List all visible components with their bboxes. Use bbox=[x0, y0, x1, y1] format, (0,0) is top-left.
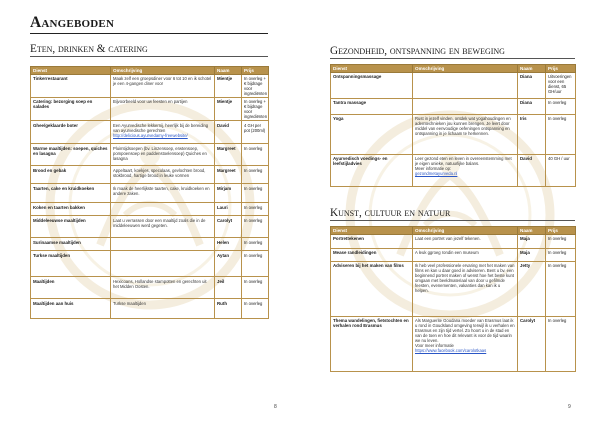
provider-name: Maja bbox=[518, 234, 546, 248]
service-name: Mease randleidingen bbox=[331, 248, 413, 261]
table-row bbox=[31, 216, 269, 238]
table-row bbox=[31, 299, 269, 319]
service-price: In overleg bbox=[242, 299, 269, 319]
provider-name: Mirjam bbox=[215, 184, 242, 203]
table-row bbox=[331, 261, 576, 316]
service-name: Adviseren bij het maken van films bbox=[331, 261, 413, 316]
service-price: In overleg bbox=[242, 216, 269, 238]
description-text: Leer gezond eten en leven in overeenstemming met je eigen unieke, natuurlijke balans. bbox=[415, 155, 512, 166]
table-row bbox=[31, 238, 269, 251]
service-description bbox=[111, 121, 215, 144]
table-row bbox=[31, 144, 269, 166]
service-price: In overleg bbox=[546, 234, 576, 248]
service-price: 4 GH per pot (200ml) bbox=[242, 121, 269, 144]
table-row bbox=[331, 154, 576, 186]
header-dienst: Dienst bbox=[31, 67, 111, 75]
provider-name: Jetty bbox=[518, 261, 546, 316]
service-description bbox=[413, 248, 518, 261]
provider-name: Diana bbox=[518, 72, 546, 98]
table-row bbox=[331, 72, 576, 98]
service-name: Maaltijden aan huis bbox=[31, 299, 111, 319]
provider-name: Lauri bbox=[215, 203, 242, 216]
header-prijs: Prijs bbox=[546, 227, 576, 235]
service-description bbox=[111, 74, 215, 97]
description-text: Maak zelf een groepsdiner voor 6 tot 10 en ik schotel je een 4-gangen diner voor bbox=[113, 75, 212, 86]
service-price: In overleg bbox=[242, 166, 269, 184]
provider-name: David bbox=[518, 154, 546, 186]
service-price: In overleg bbox=[242, 184, 269, 203]
service-price: In overleg bbox=[242, 238, 269, 251]
header-omschrijving: Omschrijving bbox=[413, 227, 518, 235]
provider-name: Margreet bbox=[215, 166, 242, 184]
service-name: Ghee/geklaarde boter bbox=[31, 121, 111, 144]
service-name: Tantra massage bbox=[331, 98, 413, 114]
section-title-eten: Eten, drinken & catering bbox=[30, 43, 268, 57]
table-row bbox=[31, 74, 269, 97]
provider-name: David bbox=[215, 121, 242, 144]
table-row bbox=[31, 97, 269, 120]
service-description bbox=[111, 251, 215, 277]
service-name: Middeleeuwse maaltijden bbox=[31, 216, 111, 238]
table-row bbox=[31, 121, 269, 144]
service-name: Surinaamse maaltijden bbox=[31, 238, 111, 251]
description-text: A leuk ggroeg rondin een museum bbox=[415, 249, 479, 255]
description-text: Appeltaart, koekjes, speculaas, gevlochten brood, stokbrood, hartige brood in leuke vormen bbox=[113, 167, 206, 178]
table-row bbox=[31, 166, 269, 184]
info-note: Voor meer informatie bbox=[415, 342, 454, 348]
provider-name: Margreet bbox=[215, 144, 242, 166]
service-description bbox=[111, 299, 215, 319]
provider-name: Carolyt bbox=[215, 216, 242, 238]
service-price: In overleg bbox=[546, 98, 576, 114]
service-name: Warme maaltijden: soepen, quiches en lasagna bbox=[31, 144, 111, 166]
service-description bbox=[111, 166, 215, 184]
service-description bbox=[413, 154, 518, 186]
service-price: In overleg bbox=[546, 248, 576, 261]
service-description bbox=[413, 261, 518, 316]
table-row bbox=[31, 203, 269, 216]
service-name: Catering: bezorging soep en salades bbox=[31, 97, 111, 120]
service-name: Koken en taarten bakken bbox=[31, 203, 111, 216]
description-text: Pluimtijdsoepen (bv. Linzensoep, erwtensoep, pompoensoep en paddenstoelensoep) Quiches en lasagna bbox=[113, 145, 207, 161]
table-row bbox=[31, 251, 269, 277]
header-naam: Naam bbox=[518, 227, 546, 235]
description-text: Laat een portret van jezelf tekenen. bbox=[415, 235, 481, 241]
header-dienst: Dienst bbox=[331, 227, 413, 235]
description-text: Hexicoans, Hollandse stampotten en gerechten uit het Midden Oosten. bbox=[113, 278, 207, 289]
service-description bbox=[413, 72, 518, 98]
header-naam: Naam bbox=[518, 65, 546, 73]
section-title-gezondheid: Gezondheid, ontspanning en beweging bbox=[330, 45, 575, 59]
table-row bbox=[31, 184, 269, 203]
service-price: In overleg bbox=[242, 203, 269, 216]
service-description bbox=[111, 144, 215, 166]
service-description bbox=[111, 277, 215, 299]
service-price: In overleg + € bijdrage voor ingrediënten bbox=[242, 74, 269, 97]
service-name: Maaltijden bbox=[31, 277, 111, 299]
service-name: Portrettekenen bbox=[331, 234, 413, 248]
provider-name: Carolyt bbox=[518, 316, 546, 371]
header-prijs: Prijs bbox=[242, 67, 269, 75]
info-note: Meer informatie op: bbox=[415, 165, 452, 171]
service-price: In overleg + € bijdrage voor ingrediënten bbox=[242, 97, 269, 120]
provider-name: Iris bbox=[518, 114, 546, 154]
info-link[interactable]: http://delicious.ayurvedamy-freewebsite/ bbox=[113, 132, 188, 138]
provider-name: Aytan bbox=[215, 251, 242, 277]
provider-name: Helen bbox=[215, 238, 242, 251]
description-text: Turkse maaltijden bbox=[113, 300, 146, 306]
table-row bbox=[331, 98, 576, 114]
header-naam: Naam bbox=[215, 67, 242, 75]
service-description bbox=[413, 98, 518, 114]
service-description bbox=[413, 114, 518, 154]
page-number: 9 bbox=[568, 404, 571, 410]
header-omschrijving: Omschrijving bbox=[413, 65, 518, 73]
table-row bbox=[331, 316, 576, 371]
service-description bbox=[111, 216, 215, 238]
service-price: In overleg bbox=[242, 144, 269, 166]
description-text: Als Marguerite Goudana moeder van Erasmus laat ik u rond in Goudsland omgeving terwijl ik u verhalen en Erasmus en zijn tijd vertel. Zo hoort u in de stad en van de toen en hoe dit relevant is voor de tijd waarin we nu leven. bbox=[415, 317, 515, 343]
service-price: In overleg bbox=[546, 316, 576, 371]
page-title: Aangeboden bbox=[30, 14, 268, 34]
right-page bbox=[300, 0, 600, 425]
service-name: Thema wandelingen, fietstochten en verhalen rond Erasmus bbox=[331, 316, 413, 371]
service-price: In overleg bbox=[242, 277, 269, 299]
service-name: Taarten, cake en kruidkoeken bbox=[31, 184, 111, 203]
provider-name: Maja bbox=[518, 248, 546, 261]
service-price: 40 GH / uur bbox=[546, 154, 576, 186]
provider-name: Diana bbox=[518, 98, 546, 114]
service-description bbox=[413, 316, 518, 371]
description-text: Ik maak de heerlijkste taarten, cake, kruidkoeken en andere zaken. bbox=[113, 185, 210, 196]
page-number: 8 bbox=[274, 404, 277, 410]
description-text: Een Ayurvedische lekkernij, heerlijk bij de bereiding van ayurvedische gerechten bbox=[113, 122, 209, 133]
service-name: Ayurvedisch voedings- en leefstijladvies bbox=[331, 154, 413, 186]
services-table-kunst bbox=[330, 226, 576, 372]
provider-name: Mientje bbox=[215, 74, 242, 97]
header-omschrijving: Omschrijving bbox=[111, 67, 215, 75]
service-description bbox=[111, 97, 215, 120]
description-text: Ik heb veel professionele ervaring met het maken van films en kan u daar goed in adviseren. Bent u bv. een beginnend portret maken of wenst hoe het beste kunt omgaan met beeldmateriaal van door u gefilmde feesten, evenementen, vakanties dan kan ik u helpen. bbox=[415, 262, 515, 293]
description-text: Rust in jezelf vinden, ontdek wat yogahoudingen en ademtechnieken jou kunnen brengen. Je leert door middel van eenvoudige oefeningen ontspanning en ontspanning in je lichaam te herkennen. bbox=[415, 115, 511, 136]
service-description bbox=[111, 203, 215, 216]
service-name: Ontspanningsmassage bbox=[331, 72, 413, 98]
service-description bbox=[111, 238, 215, 251]
service-description bbox=[413, 234, 518, 248]
provider-name: Jeil bbox=[215, 277, 242, 299]
table-row bbox=[31, 277, 269, 299]
service-name: Turkse maaltijden bbox=[31, 251, 111, 277]
services-table-eten bbox=[30, 66, 269, 319]
description-text: Laat u verrassen door een maaltijd zoals die in de middeleeuwen werd gegeten. bbox=[113, 217, 206, 228]
service-price: In overleg bbox=[546, 114, 576, 154]
service-name: Tinkerrestaurant bbox=[31, 74, 111, 97]
header-dienst: Dienst bbox=[331, 65, 413, 73]
service-price: In overleg bbox=[546, 261, 576, 316]
section-title-kunst: Kunst, cultuur en natuur bbox=[330, 207, 575, 221]
table-row bbox=[331, 114, 576, 154]
service-name: Brood en gebak bbox=[31, 166, 111, 184]
service-price: Uitvoeringen voor een dienst, 65 GH/uur bbox=[546, 72, 576, 98]
table-row bbox=[331, 234, 576, 248]
header-prijs: Prijs bbox=[546, 65, 576, 73]
info-link[interactable]: gezondmetayurveda.nl bbox=[415, 170, 458, 176]
info-link[interactable]: https://www.facebook.com/carolotkaas bbox=[415, 347, 487, 353]
table-row bbox=[331, 248, 576, 261]
provider-name: Mientje bbox=[215, 97, 242, 120]
service-price: In overleg bbox=[242, 251, 269, 277]
description-text: Bijvoorbeeld voor uw feesten en partijen bbox=[113, 99, 188, 105]
services-table-gezondheid bbox=[330, 64, 576, 187]
provider-name: Ruth bbox=[215, 299, 242, 319]
service-name: Yoga bbox=[331, 114, 413, 154]
service-description bbox=[111, 184, 215, 203]
